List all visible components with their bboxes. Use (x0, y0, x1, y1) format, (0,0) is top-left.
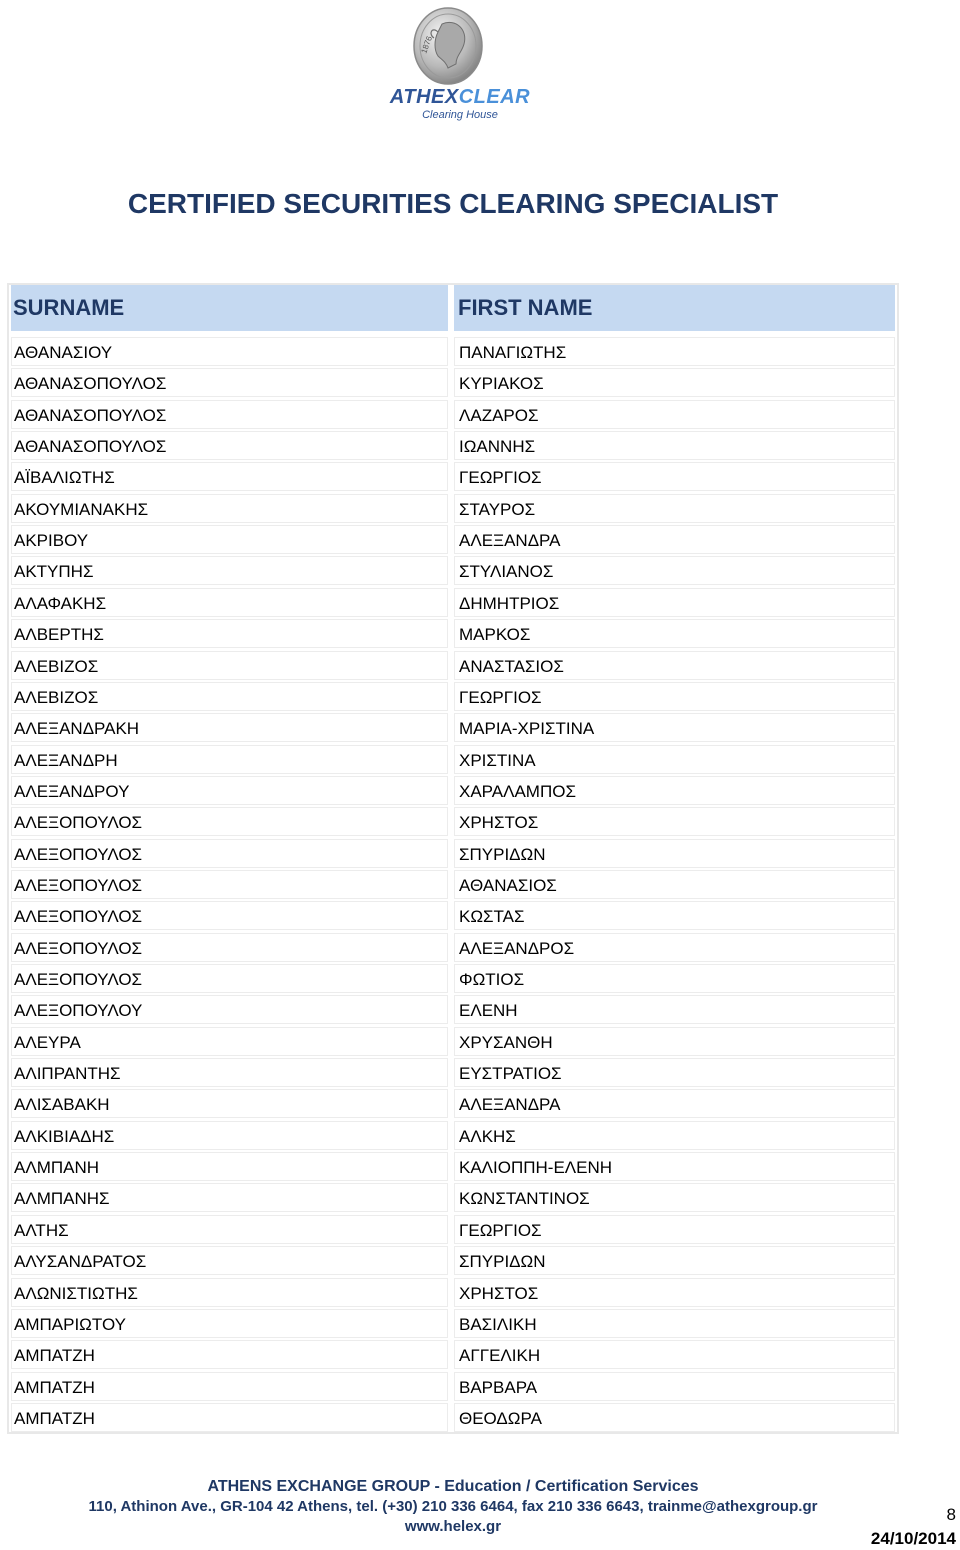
table-row (9, 368, 897, 399)
surname-cell: ΑΛΕΥΡΑ (11, 1027, 448, 1056)
first-name-cell: ΓΕΩΡΓΙΟΣ (454, 462, 895, 491)
surname-cell: ΑΛΕΞΑΝΔΡΑΚΗ (11, 713, 448, 742)
athexclear-logo (380, 6, 540, 124)
surname-cell: ΑΛΕΞΑΝΔΡΗ (11, 745, 448, 774)
table-row (9, 431, 897, 462)
first-name-cell: ΧΡΙΣΤΙΝΑ (454, 745, 895, 774)
surname-cell: ΑΛΕΞΟΠΟΥΛΟΣ (11, 964, 448, 993)
surname-cell: ΑΜΠΑΤΖΗ (11, 1372, 448, 1401)
first-name-cell: ΘΕΟΔΩΡΑ (454, 1403, 895, 1432)
column-header-surname: SURNAME (11, 285, 448, 331)
table-row (9, 556, 897, 587)
document-date: 24/10/2014 (870, 1529, 956, 1548)
footer-website: www.helex.gr (404, 1518, 502, 1535)
table-row (9, 964, 897, 995)
surname-cell: ΑΛΜΠΑΝΗ (11, 1152, 448, 1181)
hermes-coin-icon (412, 6, 484, 86)
first-name-cell: ΣΠΥΡΙΔΩΝ (454, 1246, 895, 1275)
table-row (9, 933, 897, 964)
surname-cell: ΑΛΙΠΡΑΝΤΗΣ (11, 1058, 448, 1087)
table-row (9, 807, 897, 838)
surname-cell: ΑΜΠΑΡΙΩΤΟΥ (11, 1309, 448, 1338)
surname-cell: ΑΛΕΞΟΠΟΥΛΟΣ (11, 933, 448, 962)
table-row (9, 682, 897, 713)
table-row (9, 525, 897, 556)
first-name-cell: ΚΑΛΙΟΠΠΗ-ΕΛΕΝΗ (454, 1152, 895, 1181)
first-name-cell: ΔΗΜΗΤΡΙΟΣ (454, 588, 895, 617)
surname-cell: ΑΛΤΗΣ (11, 1215, 448, 1244)
surname-cell: ΑΛΚΙΒΙΑΔΗΣ (11, 1121, 448, 1150)
first-name-cell: ΑΓΓΕΛΙΚΗ (454, 1340, 895, 1369)
table-row (9, 1278, 897, 1309)
first-name-cell: ΑΘΑΝΑΣΙΟΣ (454, 870, 895, 899)
surname-cell: ΑΚΤΥΠΗΣ (11, 556, 448, 585)
first-name-cell: ΧΡΗΣΤΟΣ (454, 1278, 895, 1307)
table-row (9, 1309, 897, 1340)
surname-cell: ΑΛΑΦΑΚΗΣ (11, 588, 448, 617)
first-name-cell: ΣΠΥΡΙΔΩΝ (454, 839, 895, 868)
first-name-cell: ΕΥΣΤΡΑΤΙΟΣ (454, 1058, 895, 1087)
surname-cell: ΑΜΠΑΤΖΗ (11, 1340, 448, 1369)
first-name-cell: ΜΑΡΙΑ-ΧΡΙΣΤΙΝΑ (454, 713, 895, 742)
surname-cell: ΑΘΑΝΑΣΟΠΟΥΛΟΣ (11, 368, 448, 397)
table-row (9, 1183, 897, 1214)
svg-text:1876: 1876 (419, 34, 434, 55)
table-row (9, 776, 897, 807)
first-name-cell: ΧΡΗΣΤΟΣ (454, 807, 895, 836)
table-row (9, 619, 897, 650)
surname-cell: ΑΛΜΠΑΝΗΣ (11, 1183, 448, 1212)
brand-name: ATHEXCLEAR (389, 86, 531, 108)
first-name-cell: ΠΑΝΑΓΙΩΤΗΣ (454, 337, 895, 366)
table-row (9, 713, 897, 744)
table-row (9, 1089, 897, 1120)
surname-cell: ΑΛΕΞΟΠΟΥΛΟΣ (11, 807, 448, 836)
table-row (9, 1152, 897, 1183)
surname-cell: ΑΛΒΕΡΤΗΣ (11, 619, 448, 648)
table-row (9, 745, 897, 776)
surname-cell: ΑΛΕΞΟΠΟΥΛΟΣ (11, 901, 448, 930)
table-row (9, 839, 897, 870)
surname-cell: ΑΛΕΒΙΖΟΣ (11, 682, 448, 711)
surname-cell: ΑΛΩΝΙΣΤΙΩΤΗΣ (11, 1278, 448, 1307)
first-name-cell: ΚΥΡΙΑΚΟΣ (454, 368, 895, 397)
first-name-cell: ΑΛΕΞΑΝΔΡΑ (454, 525, 895, 554)
table-header (9, 285, 897, 333)
table-row (9, 1027, 897, 1058)
footer-address: 110, Athinon Ave., GR-104 42 Athens, tel. (+30) 210 336 6464, fax 210 336 6643, trainme@athexgroup.gr (88, 1498, 818, 1515)
table-row (9, 901, 897, 932)
first-name-cell: ΑΛΕΞΑΝΔΡΟΣ (454, 933, 895, 962)
surname-cell: ΑΛΕΞΟΠΟΥΛΟΥ (11, 995, 448, 1024)
surname-cell: ΑΘΑΝΑΣΟΠΟΥΛΟΣ (11, 400, 448, 429)
first-name-cell: ΒΑΣΙΛΙΚΗ (454, 1309, 895, 1338)
first-name-cell: ΛΑΖΑΡΟΣ (454, 400, 895, 429)
surname-cell: ΑΛΕΞΟΠΟΥΛΟΣ (11, 870, 448, 899)
surname-cell: ΑΛΙΣΑΒΑΚΗ (11, 1089, 448, 1118)
surname-cell: ΑΛΥΣΑΝΔΡΑΤΟΣ (11, 1246, 448, 1275)
table-row (9, 1246, 897, 1277)
first-name-cell: ΣΤΥΛΙΑΝΟΣ (454, 556, 895, 585)
table-row (9, 588, 897, 619)
table-row (9, 1372, 897, 1403)
table-row (9, 870, 897, 901)
brand-subtitle: Clearing House (422, 109, 498, 121)
first-name-cell: ΙΩΑΝΝΗΣ (454, 431, 895, 460)
first-name-cell: ΧΑΡΑΛΑΜΠΟΣ (454, 776, 895, 805)
table-row (9, 400, 897, 431)
first-name-cell: ΑΝΑΣΤΑΣΙΟΣ (454, 651, 895, 680)
first-name-cell: ΜΑΡΚΟΣ (454, 619, 895, 648)
table-row (9, 1215, 897, 1246)
table-row (9, 1121, 897, 1152)
first-name-cell: ΕΛΕΝΗ (454, 995, 895, 1024)
table-row (9, 1403, 897, 1434)
column-header-first-name: FIRST NAME (454, 285, 895, 331)
surname-cell: ΑΚΡΙΒΟΥ (11, 525, 448, 554)
page-number: 8 (946, 1505, 956, 1524)
first-name-cell: ΧΡΥΣΑΝΘΗ (454, 1027, 895, 1056)
table-row (9, 651, 897, 682)
first-name-cell: ΚΩΣΤΑΣ (454, 901, 895, 930)
first-name-cell: ΑΛΕΞΑΝΔΡΑ (454, 1089, 895, 1118)
names-table (7, 283, 899, 1434)
surname-cell: ΑΪΒΑΛΙΩΤΗΣ (11, 462, 448, 491)
table-row (9, 462, 897, 493)
surname-cell: ΑΛΕΞΑΝΔΡΟΥ (11, 776, 448, 805)
first-name-cell: ΣΤΑΥΡΟΣ (454, 494, 895, 523)
first-name-cell: ΑΛΚΗΣ (454, 1121, 895, 1150)
first-name-cell: ΚΩΝΣΤΑΝΤΙΝΟΣ (454, 1183, 895, 1212)
page-title: CERTIFIED SECURITIES CLEARING SPECIALIST (127, 188, 779, 219)
footer-organization: ATHENS EXCHANGE GROUP - Education / Certification Services (207, 1478, 699, 1495)
first-name-cell: ΦΩΤΙΟΣ (454, 964, 895, 993)
surname-cell: ΑΛΕΞΟΠΟΥΛΟΣ (11, 839, 448, 868)
table-row (9, 995, 897, 1026)
table-row (9, 337, 897, 368)
surname-cell: ΑΜΠΑΤΖΗ (11, 1403, 448, 1432)
surname-cell: ΑΘΑΝΑΣΟΠΟΥΛΟΣ (11, 431, 448, 460)
first-name-cell: ΒΑΡΒΑΡΑ (454, 1372, 895, 1401)
table-row (9, 1058, 897, 1089)
surname-cell: ΑΚΟΥΜΙΑΝΑΚΗΣ (11, 494, 448, 523)
table-row (9, 1340, 897, 1371)
surname-cell: ΑΘΑΝΑΣΙΟΥ (11, 337, 448, 366)
surname-cell: ΑΛΕΒΙΖΟΣ (11, 651, 448, 680)
first-name-cell: ΓΕΩΡΓΙΟΣ (454, 682, 895, 711)
table-row (9, 494, 897, 525)
first-name-cell: ΓΕΩΡΓΙΟΣ (454, 1215, 895, 1244)
